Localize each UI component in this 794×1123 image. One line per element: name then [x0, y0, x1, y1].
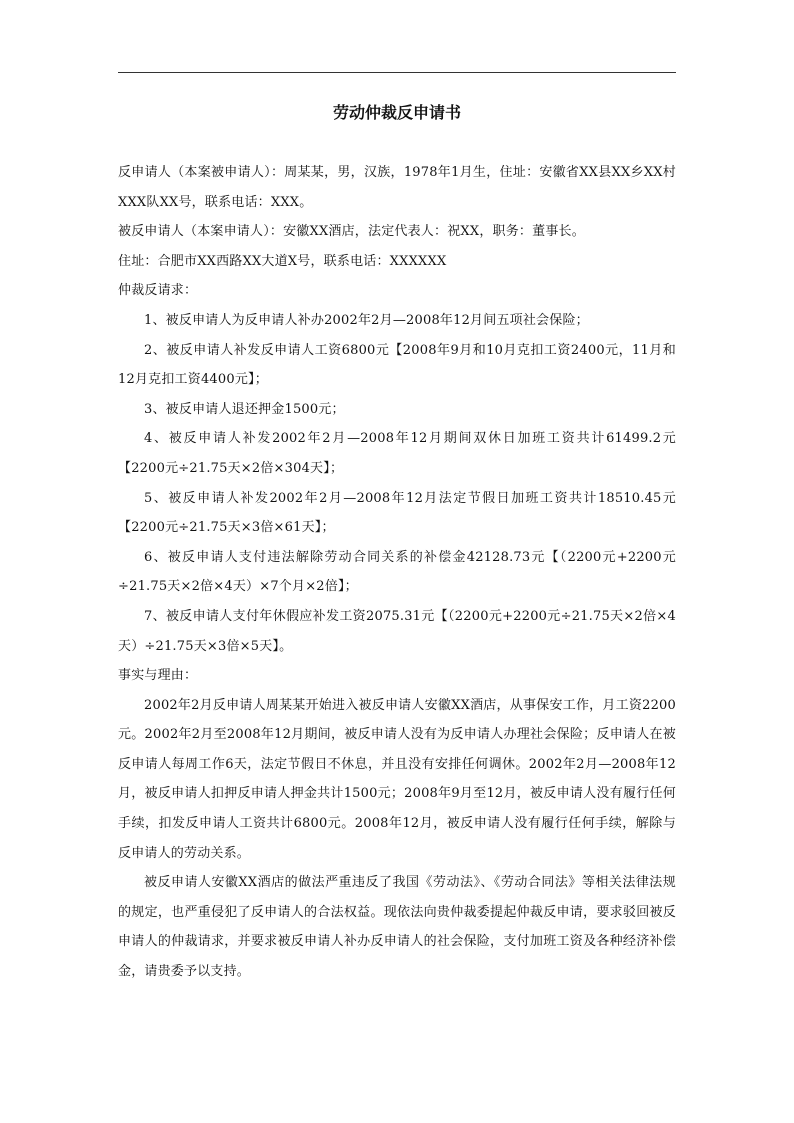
facts-paragraph-1: 2002年2月反申请人周某某开始进入被反申请人安徽XX酒店，从事保安工作，月工资2200元。2002年2月至2008年12月期间，被反申请人没有为反申请人办理社会保险；反申请人在被反申请人每周工作6天，法定节假日不休息，并且没有安排任何调休。2002年2月—2008年12月，被反申请人扣押反申请人押金共计1500元；2008年9月至12月，被反申请人没有履行任何手续，扣发反申请人工资共计6800元。2008年12月，被反申请人没有履行任何手续，解除与反申请人的劳动关系。: [118, 697, 676, 861]
claim-item-7: 7、被反申请人支付年休假应补发工资2075.31元【（2200元+2200元÷21.75天×2倍×4天）÷21.75天×3倍×5天】。: [118, 608, 676, 654]
document-title: 劳动仲裁反申请书: [332, 103, 461, 122]
header-rule: [118, 72, 676, 73]
respondent-address: 住址：合肥市XX西路XX大道X号，联系电话：XXXXXX: [118, 253, 447, 269]
facts-heading: 事实与理由：: [118, 668, 198, 684]
claim-item-1: 1、被反申请人为反申请人补办2002年2月—2008年12月间五项社会保险；: [144, 312, 589, 328]
claim-item-5: 5、被反申请人补发2002年2月—2008年12月法定节假日加班工资共计18510.45元【2200元÷21.75天×3倍×61天】；: [118, 490, 676, 536]
claim-item-2: 2、被反申请人补发反申请人工资6800元【2008年9月和10月克扣工资2400元，11月和12月克扣工资4400元】；: [118, 342, 676, 388]
applicant-info: 反申请人（本案被申请人）：周某某，男，汉族，1978年1月生，住址：安徽省XX县XX乡XX村XXX队XX号，联系电话：XXX。: [118, 165, 676, 210]
respondent-info: 被反申请人（本案申请人）：安徽XX酒店，法定代表人：祝XX，职务：董事长。: [118, 224, 585, 240]
document-body: [118, 158, 676, 987]
facts-paragraph-2: 被反申请人安徽XX酒店的做法严重违反了我国《劳动法》、《劳动合同法》等相关法律法规的规定，也严重侵犯了反申请人的合法权益。现依法向贵仲裁委提起仲裁反申请，要求驳回被反申请人的仲裁请求，并要求被反申请人补办反申请人的社会保险，支付加班工资及各种经济补偿金，请贵委予以支持。: [118, 875, 676, 980]
claim-item-3: 3、被反申请人退还押金1500元；: [144, 401, 345, 417]
claims-heading: 仲裁反请求：: [118, 283, 198, 299]
claim-item-4: 4、被反申请人补发2002年2月—2008年12月期间双休日加班工资共计61499.2元【2200元÷21.75天×2倍×304天】；: [118, 431, 676, 476]
claim-item-6: 6、被反申请人支付违法解除劳动合同关系的补偿金42128.73元【（2200元+2200元÷21.75天×2倍×4天）×7个月×2倍】；: [118, 549, 676, 595]
